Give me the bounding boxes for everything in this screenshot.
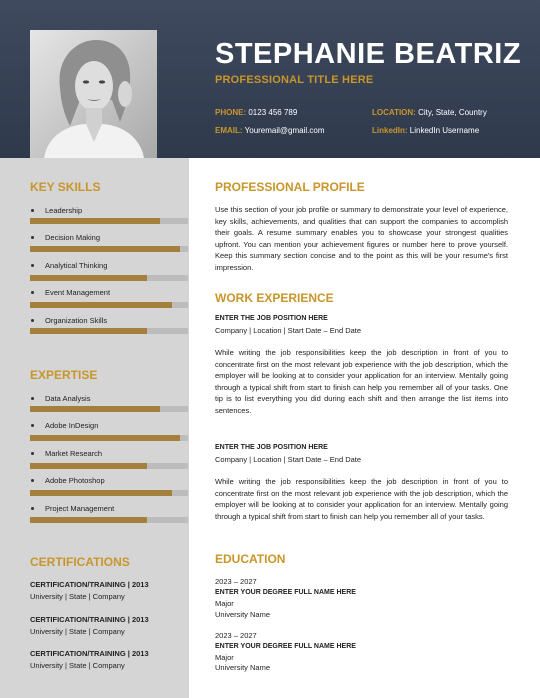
linkedin-value: LinkedIn Username xyxy=(409,126,480,135)
bullet-icon xyxy=(31,507,34,510)
skill-bar-fill xyxy=(30,328,147,334)
expertise-bar xyxy=(30,435,188,441)
expertise-bar xyxy=(30,490,188,496)
profile-photo xyxy=(30,30,157,158)
education-major: Major xyxy=(215,653,234,662)
certification-title: CERTIFICATION/TRAINING | 2013 xyxy=(30,615,149,624)
bullet-icon xyxy=(31,291,34,294)
certification-title: CERTIFICATION/TRAINING | 2013 xyxy=(30,580,149,589)
expertise-bar-fill xyxy=(30,490,172,496)
skill-label: Organization Skills xyxy=(45,316,108,325)
skill-label: Event Management xyxy=(45,288,111,297)
skill-bar-fill xyxy=(30,302,172,308)
bullet-icon xyxy=(31,452,34,455)
expertise-title: EXPERTISE xyxy=(30,368,98,382)
bullet-icon xyxy=(31,264,34,267)
job-title: ENTER THE JOB POSITION HERE xyxy=(215,444,328,451)
certification-sub: University | State | Company xyxy=(30,627,125,636)
expertise-bar-fill xyxy=(30,406,160,412)
skill-bar-fill xyxy=(30,218,160,224)
email-label: EMAIL: xyxy=(215,126,243,135)
contact-location xyxy=(372,108,487,117)
education-degree: ENTER YOUR DEGREE FULL NAME HERE xyxy=(215,589,356,596)
certifications-title: CERTIFICATIONS xyxy=(30,555,130,569)
job-description: While writing the job responsibilities keep the job description in front of you to concentrate first on the most relevant job experience with the job description, which the employer will be looking at to consider your application for an interview. Mentally going through a typical shift from start to finish can help you remember all of your tasks. One tip is to list everything you did during each shift and then arrange the list items into sentences. xyxy=(215,348,508,415)
education-university: University Name xyxy=(215,610,271,619)
profile-text: Use this section of your job profile or summary to demonstrate your level of experience, key skills, achievements, and qualities that can support the companies to accomplish their goals. A resume summary enables you to showcase your strongest qualities upfront. You can mention your achievement figures or number here to prove yourself. Keep this summary section concise and to the point as this will be your resume's first impression. xyxy=(215,205,508,272)
skill-bar xyxy=(30,246,188,252)
skill-bar-fill xyxy=(30,275,147,281)
work-title: WORK EXPERIENCE xyxy=(215,291,334,305)
certification-sub: University | State | Company xyxy=(30,661,125,670)
bullet-icon xyxy=(31,209,34,212)
bullet-icon xyxy=(31,397,34,400)
expertise-bar xyxy=(30,463,188,469)
job-description: While writing the job responsibilities keep the job description in front of you to concentrate first on the most relevant job experience with the job description, which the employer will be looking at to consider your application for an interview. Mentally going through a typical shift from start to finish can help you remember all of your tasks. xyxy=(215,477,508,521)
contact-phone xyxy=(215,108,297,117)
education-university: University Name xyxy=(215,663,271,672)
professional-title: PROFESSIONAL TITLE HERE xyxy=(215,74,374,86)
education-title: EDUCATION xyxy=(215,552,286,566)
education-years: 2023 – 2027 xyxy=(215,631,257,640)
skill-bar xyxy=(30,302,188,308)
expertise-label: Data Analysis xyxy=(45,394,91,403)
location-value: City, State, Country xyxy=(418,108,487,117)
education-years: 2023 – 2027 xyxy=(215,577,257,586)
phone-value: 0123 456 789 xyxy=(248,108,298,117)
expertise-bar-fill xyxy=(30,463,147,469)
skill-label: Leadership xyxy=(45,206,83,215)
bullet-icon xyxy=(31,319,34,322)
bullet-icon xyxy=(31,236,34,239)
skill-label: Analytical Thinking xyxy=(45,261,108,270)
expertise-bar-fill xyxy=(30,435,180,441)
email-value: Youremail@gmail.com xyxy=(244,126,325,135)
expertise-bar-fill xyxy=(30,517,147,523)
linkedin-label: LinkedIn: xyxy=(372,126,408,135)
certification-title: CERTIFICATION/TRAINING | 2013 xyxy=(30,649,149,658)
profile-title: PROFESSIONAL PROFILE xyxy=(215,180,365,194)
skill-bar-fill xyxy=(30,246,180,252)
bullet-icon xyxy=(31,424,34,427)
expertise-label: Market Research xyxy=(45,449,103,458)
skill-bar xyxy=(30,218,188,224)
education-degree: ENTER YOUR DEGREE FULL NAME HERE xyxy=(215,643,356,650)
job-sub: Company | Location | Start Date – End Date xyxy=(215,326,362,335)
education-major: Major xyxy=(215,599,234,608)
skill-label: Decision Making xyxy=(45,233,101,242)
location-label: LOCATION: xyxy=(372,108,416,117)
expertise-label: Project Management xyxy=(45,504,115,513)
expertise-label: Adobe InDesign xyxy=(45,421,99,430)
contact-email xyxy=(215,126,325,135)
candidate-name: STEPHANIE BEATRIZ xyxy=(215,38,522,70)
phone-label: PHONE: xyxy=(215,108,247,117)
certification-sub: University | State | Company xyxy=(30,592,125,601)
contact-linkedin xyxy=(372,126,479,135)
expertise-bar xyxy=(30,406,188,412)
expertise-bar xyxy=(30,517,188,523)
job-sub: Company | Location | Start Date – End Date xyxy=(215,455,362,464)
job-title: ENTER THE JOB POSITION HERE xyxy=(215,315,328,322)
expertise-label: Adobe Photoshop xyxy=(45,476,105,485)
skill-bar xyxy=(30,275,188,281)
skill-bar xyxy=(30,328,188,334)
bullet-icon xyxy=(31,479,34,482)
skills-title: KEY SKILLS xyxy=(30,180,101,194)
